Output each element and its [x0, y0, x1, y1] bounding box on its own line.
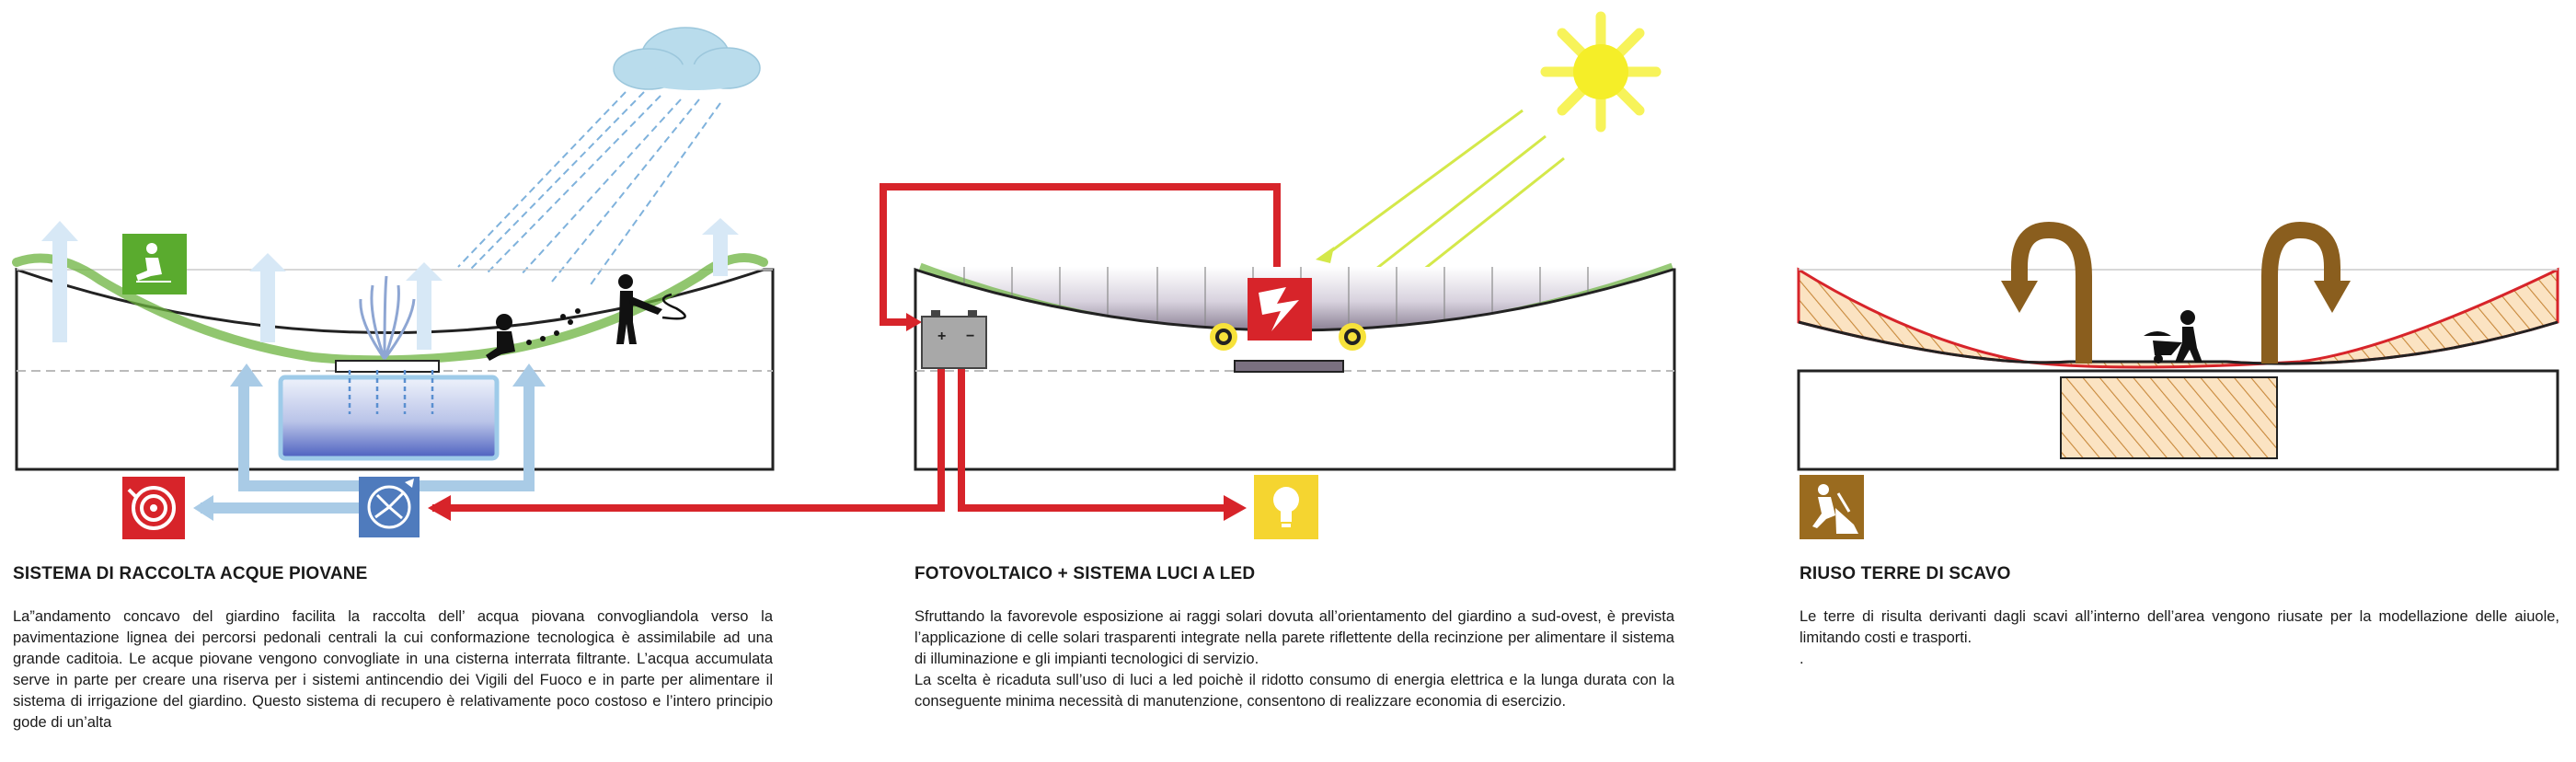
soil-reuse-paragraph: Le terre di risulta derivanti dagli scavi all’interno dell’area vengono riusate per la modellazione delle aiuole, limitando costi e trasporti. [1800, 608, 2559, 646]
water-tank [281, 377, 497, 458]
gardener-icon [122, 234, 187, 294]
rainwater-section [17, 28, 773, 539]
cloud-icon [614, 28, 760, 90]
excavation-pit [2061, 377, 2277, 458]
soil-reuse-note: . [1800, 651, 1804, 667]
lightning-icon [1248, 278, 1312, 341]
sun-icon [1546, 17, 1656, 127]
svg-text:−: − [966, 329, 975, 344]
fire-hose-icon [122, 477, 185, 539]
excavation-worker-icon [1800, 475, 1864, 539]
soil-reuse-description [1800, 606, 2559, 670]
rain-lines [458, 92, 720, 287]
rainwater-description [13, 606, 773, 757]
soil-reuse-heading: RIUSO TERRE DI SCAVO [1800, 564, 2011, 583]
photovoltaic-description [914, 606, 1674, 712]
soil-reuse-section [1799, 230, 2558, 539]
lightbulb-icon [1254, 475, 1318, 539]
worker-figure [2144, 310, 2202, 364]
rainwater-heading: SISTEMA DI RACCOLTA ACQUE PIOVANE [13, 564, 368, 583]
svg-text:+: + [937, 329, 947, 344]
photovoltaic-paragraph-1: Sfruttando la favorevole esposizione ai raggi solari dovuta all’orientamento del giardino a sud-ovest, è prevista l’applicazione di celle solari trasparenti integrate nella parete riflettente della recinzione per alimentare il sistema di illuminazione e gli impianti tecnologici di servizio. [914, 608, 1674, 667]
photovoltaic-paragraph-2: La scelta è ricaduta sull’uso di luci a led poichè il ridotto consumo di energia elettrica e la lunga durata con la conseguente minima necessità di manutenzione, consentono di realizzare economia di esercizio. [914, 672, 1674, 710]
rainwater-paragraph: La”andamento concavo del giardino facilita la raccolta dell’ acqua piovana convogliandola verso la pavimentazione lignea dei percorsi pedonali centrali la cui conformazione tecnologica è assimilabile ad una grande caditoia. Le acque piovane vengono convogliate in una cisterna interrata filtrante. L’acqua accumulata serve in parte per creare una riserva per i sistemi antincendio dei Vigili del Fuoco e in parte per alimentare il sistema di irrigazione del giardino. Questo sistema di recupero è relativamente poco costoso e l’intero principio gode di un’alta [13, 608, 773, 731]
battery-icon [922, 310, 986, 368]
pump-icon [359, 477, 420, 537]
photovoltaic-heading: FOTOVOLTAICO + SISTEMA LUCI A LED [914, 564, 1256, 583]
